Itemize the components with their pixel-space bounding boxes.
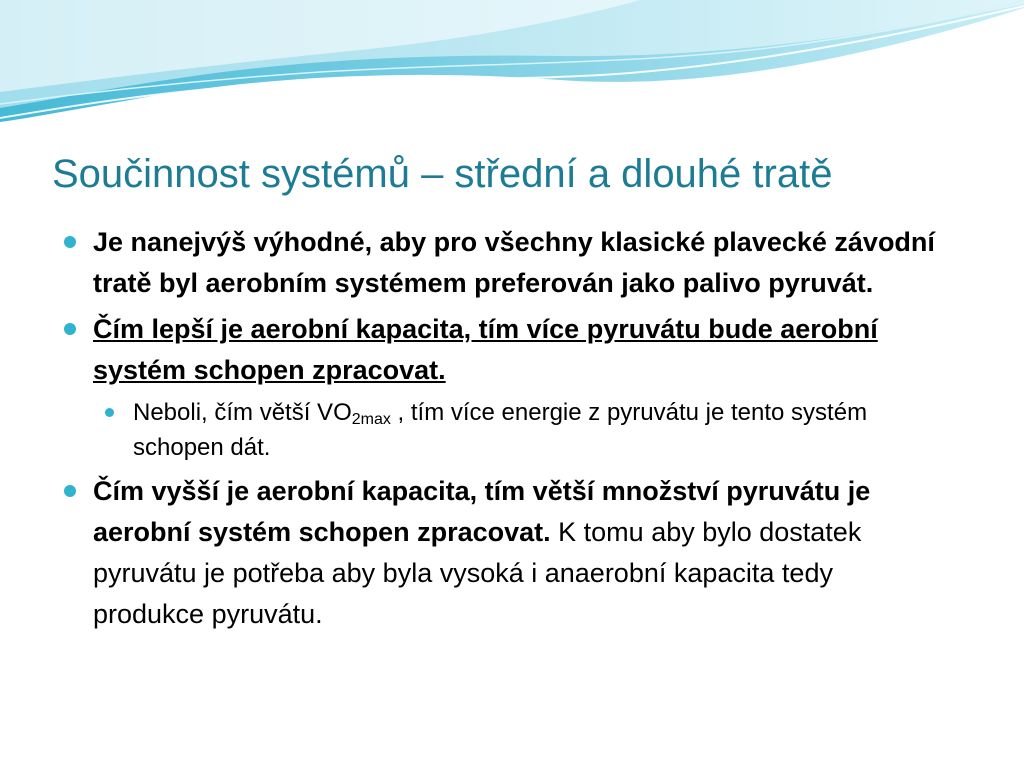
bullet-dot-icon: [64, 236, 76, 248]
header-wave-decoration: [0, 0, 1024, 130]
sub-bullet-list: [105, 395, 944, 465]
bullet-item-1: [64, 222, 944, 304]
vo2max-subscript: 2max: [351, 411, 391, 428]
bullet-item-3: [64, 471, 944, 635]
sub-bullet-suffix: , tím více energie z pyruvátu je tento systém schopen dát.: [133, 399, 868, 461]
bullet-dot-icon: [64, 485, 76, 497]
sub-bullet-item: [105, 395, 944, 465]
bullet-text: Čím lepší je aerobní kapacita, tím více pyruvátu bude aerobní systém schopen zpracovat.: [93, 314, 878, 385]
bullet-dot-icon: [64, 323, 76, 335]
sub-bullet-prefix: Neboli, čím větší VO: [133, 399, 352, 426]
bullet-text-bold: Čím vyšší je aerobní kapacita, tím větší množství pyruvátu je aerobní systém schopen zpracovat.: [93, 476, 871, 547]
sub-bullet-dot-icon: [105, 408, 114, 417]
bullet-item-2: [64, 309, 944, 465]
bullet-text-normal: K tomu aby bylo dostatek pyruvátu je potřeba aby byla vysoká i anaerobní kapacita tedy produkce pyruvátu.: [93, 517, 862, 629]
bullet-list: [64, 222, 944, 640]
slide-title: Součinnost systémů – střední a dlouhé tratě: [52, 152, 833, 196]
bullet-text: Je nanejvýš výhodné, aby pro všechny klasické plavecké závodní tratě byl aerobním systémem preferován jako palivo pyruvát.: [93, 227, 935, 298]
